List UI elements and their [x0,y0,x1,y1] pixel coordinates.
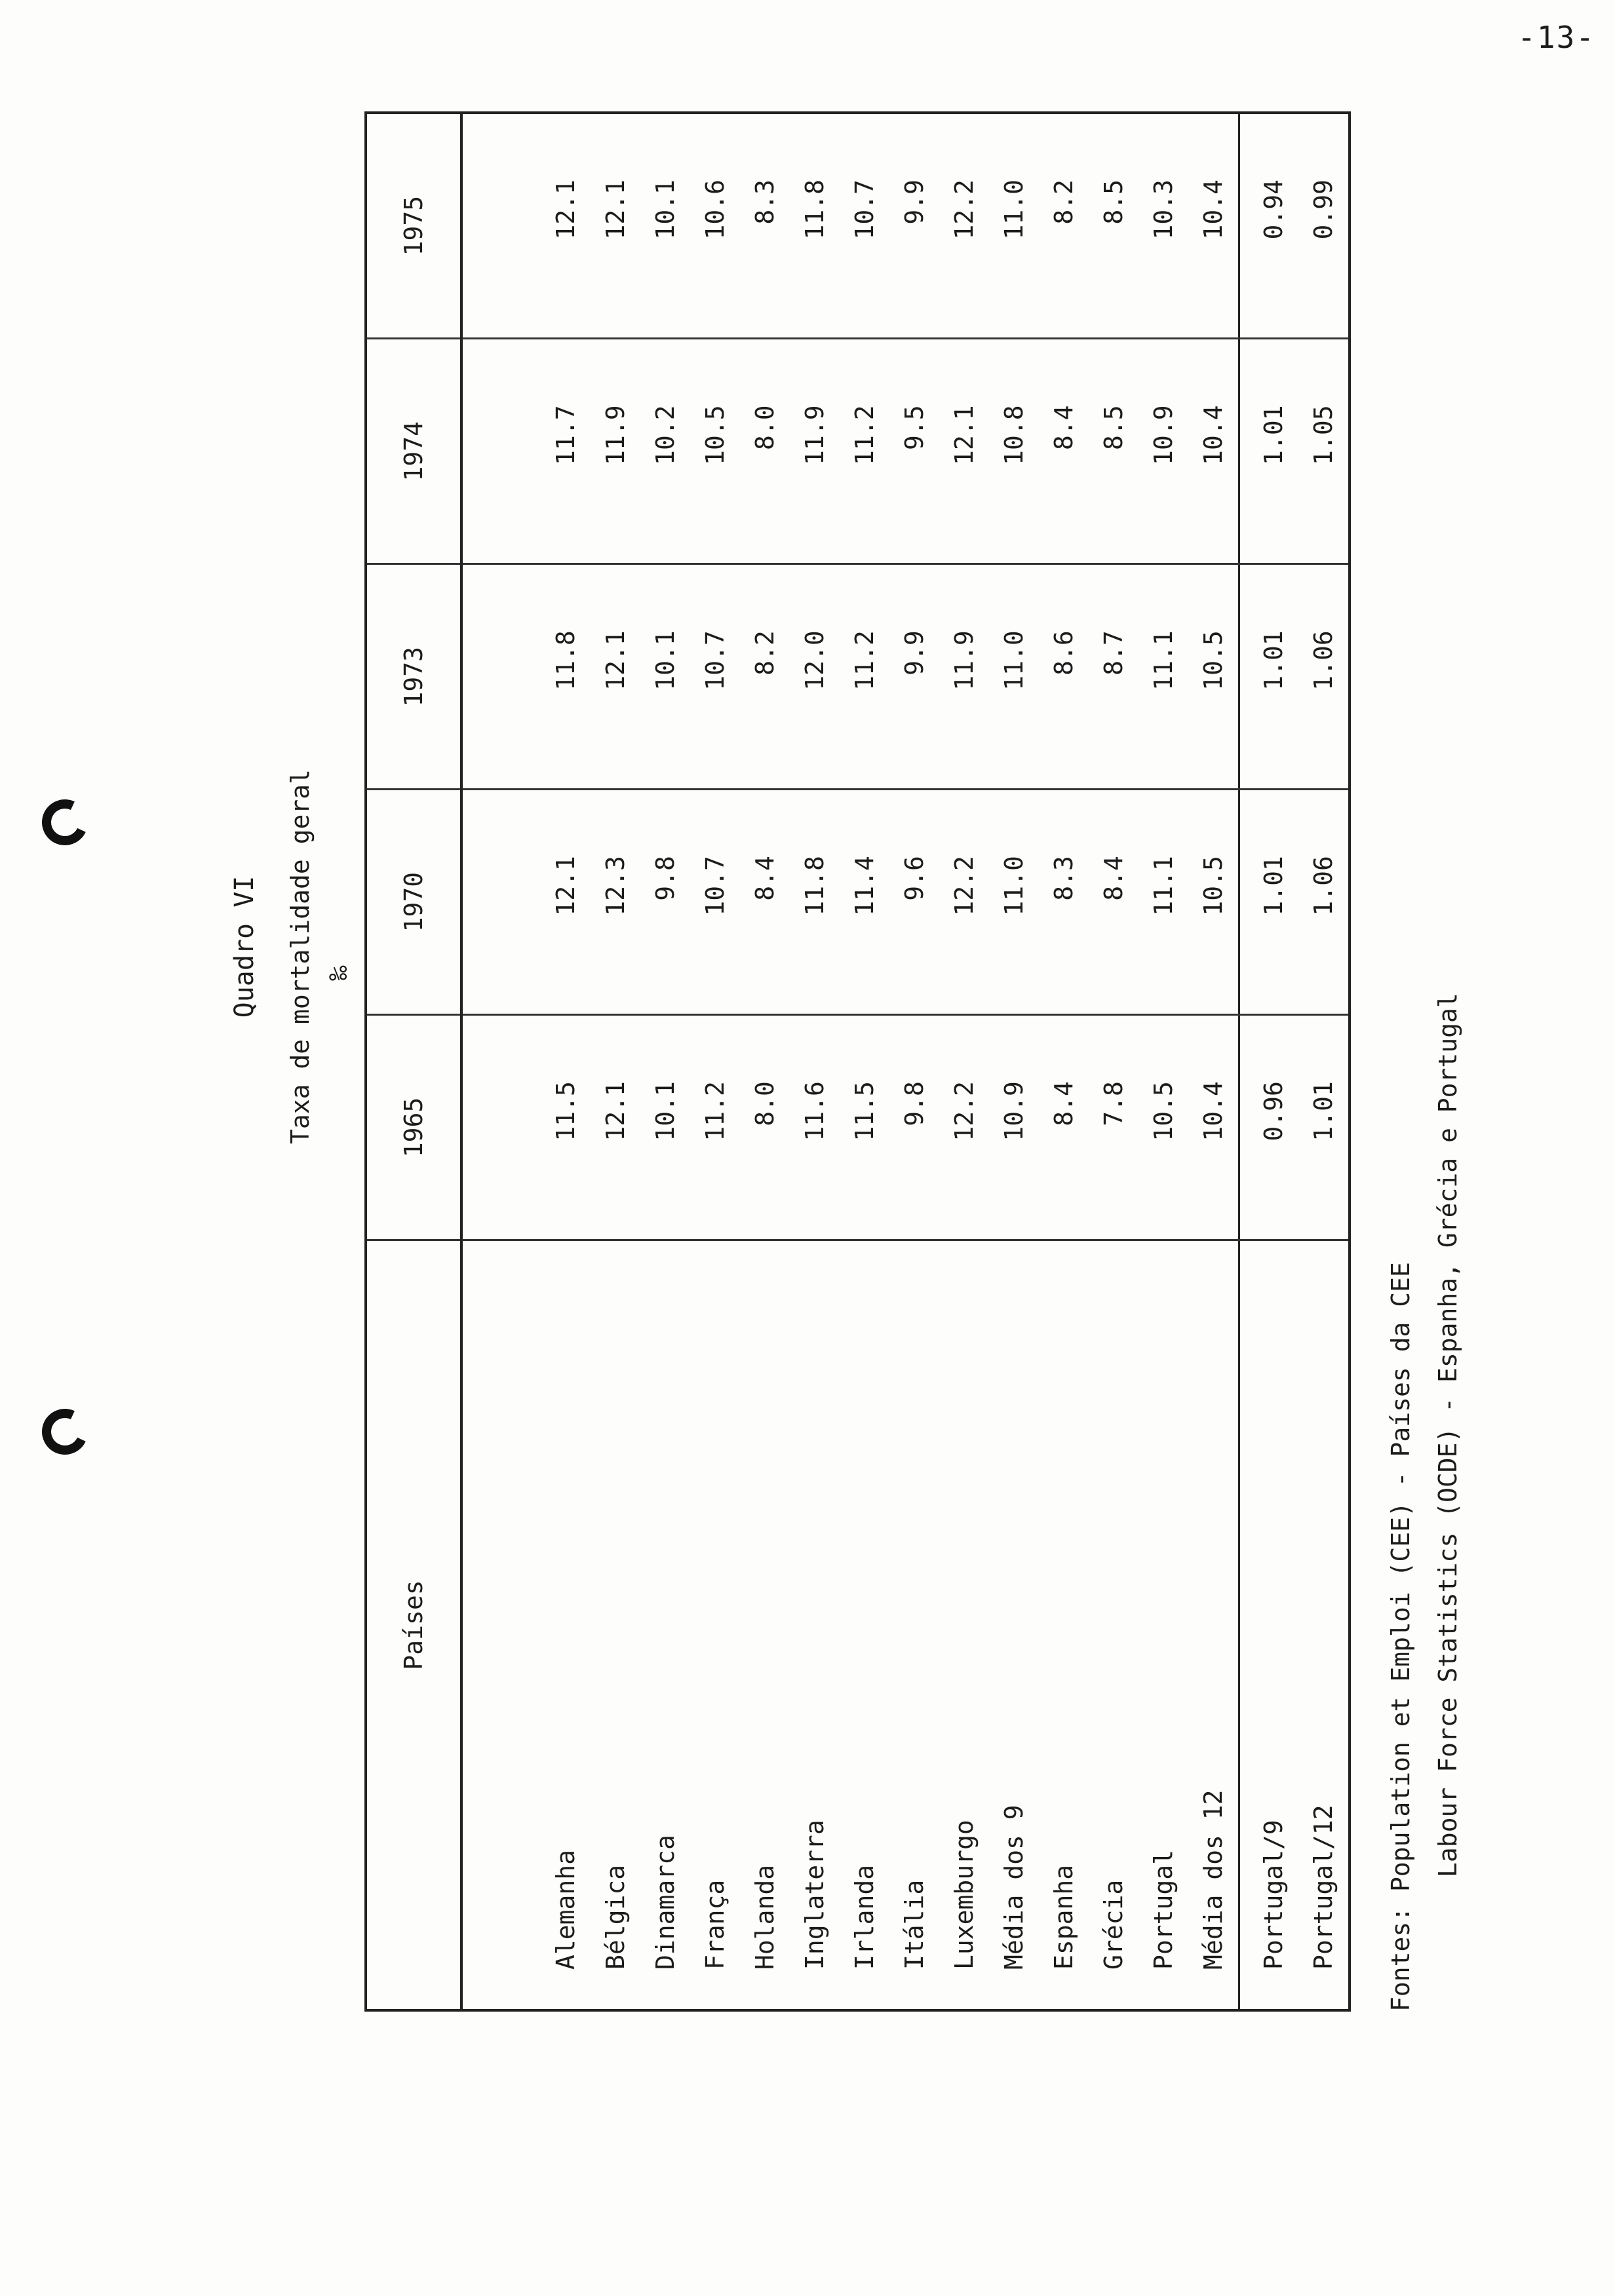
table-cell: 8.4 [1039,1015,1089,1240]
table-cell: 10.6 [690,113,740,339]
table-cell: 8.3 [740,113,790,339]
table-cell: 10.7 [690,564,740,790]
row-label: Grécia [1089,1240,1138,2011]
table-cell: 8.5 [1089,113,1138,339]
table-cell: 12.1 [461,113,591,339]
table-cell: 1.01 [1239,564,1299,790]
table-cell: 11.9 [939,564,989,790]
table-cell: 8.3 [1039,790,1089,1015]
table-cell: 9.8 [889,1015,939,1240]
table-cell: 0.99 [1298,113,1350,339]
table-row [740,113,790,2010]
table-cell: 12.3 [591,790,640,1015]
table-cell: 10.5 [1188,564,1239,790]
table-cell: 10.3 [1138,113,1188,339]
table-cell: 12.2 [939,113,989,339]
table-cell: 10.2 [640,339,690,564]
table-cell: 11.9 [790,339,840,564]
table-cell: 10.7 [840,113,889,339]
table-cell: 12.1 [591,113,640,339]
row-label: Holanda [740,1240,790,2011]
table-cell: 11.8 [461,564,591,790]
table-cell: 8.4 [740,790,790,1015]
table-cell: 10.4 [1188,1015,1239,1240]
table-row [690,113,740,2010]
table-row [939,113,989,2010]
row-label: França [690,1240,740,2011]
page-number: -13- [1517,20,1595,55]
table-cell: 11.2 [690,1015,740,1240]
table-cell: 12.0 [790,564,840,790]
table-cell: 8.2 [740,564,790,790]
source-line-ocde: Labour Force Statistics (OCDE) - Espanha, Grécia e Portugal [1433,993,1462,1877]
ratio-rows [1239,113,1350,2010]
table-cell: 9.9 [889,564,939,790]
table-row [1239,113,1299,2010]
row-label: Bélgica [591,1240,640,2011]
table-cell: 11.5 [840,1015,889,1240]
column-header-countries: Países [366,1240,461,2011]
row-label: Espanha [1039,1240,1089,2011]
table-cell: 7.8 [1089,1015,1138,1240]
table-cell: 10.4 [1188,113,1239,339]
table-row [1039,113,1089,2010]
table-cell: 10.7 [690,790,740,1015]
table-row [840,113,889,2010]
row-label: Média dos 12 [1188,1240,1239,2011]
rotated-page-content [229,72,1462,2057]
column-header-1975: 1975 [366,113,461,339]
table-cell: 10.8 [989,339,1039,564]
row-label: Portugal [1138,1240,1188,2011]
table-row [1138,113,1188,2010]
table-cell: 10.9 [1138,339,1188,564]
table-row [461,113,591,2010]
table-cell: 11.8 [790,113,840,339]
quadro-title: Quadro VI [229,875,260,1018]
table-cell: 11.0 [989,113,1039,339]
table-title: Taxa de mortalidade geral [286,769,315,1144]
table-row [1188,113,1239,2010]
table-cell: 1.06 [1298,790,1350,1015]
table-row [790,113,840,2010]
table-cell: 10.9 [989,1015,1039,1240]
table-cell: 11.1 [1138,564,1188,790]
table-cell: 10.5 [690,339,740,564]
table-cell: 8.2 [1039,113,1089,339]
table-cell: 11.9 [591,339,640,564]
column-header-1970: 1970 [366,790,461,1015]
row-label: Dinamarca [640,1240,690,2011]
table-row [640,113,690,2010]
table-cell: 12.1 [591,564,640,790]
table-cell: 9.9 [889,113,939,339]
table-cell: 12.1 [939,339,989,564]
table-cell: 11.8 [790,790,840,1015]
table-cell: 12.1 [591,1015,640,1240]
unit-label: ‰ [324,965,353,981]
table-cell: 9.6 [889,790,939,1015]
table-cell: 0.94 [1239,113,1299,339]
table-cell: 11.0 [989,564,1039,790]
punch-hole-mark [35,793,94,852]
table-cell: 11.5 [461,1015,591,1240]
table-cell: 10.1 [640,1015,690,1240]
table-cell: 11.0 [989,790,1039,1015]
table-cell: 10.5 [1188,790,1239,1015]
table-cell: 10.4 [1188,339,1239,564]
table-cell: 1.06 [1298,564,1350,790]
table-cell: 8.4 [1039,339,1089,564]
row-label: Itália [889,1240,939,2011]
table-cell: 10.1 [640,564,690,790]
table-cell: 8.4 [1089,790,1138,1015]
table-cell: 12.2 [939,1015,989,1240]
table-cell: 1.01 [1239,790,1299,1015]
table-cell: 1.01 [1239,339,1299,564]
mortality-table [364,111,1351,2012]
table-cell: 0.96 [1239,1015,1299,1240]
table-cell: 8.7 [1089,564,1138,790]
table-row [889,113,939,2010]
column-header-1965: 1965 [366,1015,461,1240]
row-label: Alemanha [461,1240,591,2011]
table-cell: 8.5 [1089,339,1138,564]
table-cell: 11.2 [840,339,889,564]
source-line-cee: Fontes: Population et Emploi (CEE) - Países da CEE [1386,1262,1415,2012]
column-header-1974: 1974 [366,339,461,564]
table-cell: 11.2 [840,564,889,790]
table-cell: 10.5 [1138,1015,1188,1240]
country-rows [461,113,1239,2010]
table-row [591,113,640,2010]
column-header-1973: 1973 [366,564,461,790]
table-cell: 8.0 [740,1015,790,1240]
table-cell: 9.5 [889,339,939,564]
row-label: Portugal/12 [1298,1240,1350,2011]
table-cell: 11.7 [461,339,591,564]
table-cell: 1.01 [1298,1015,1350,1240]
row-label: Inglaterra [790,1240,840,2011]
table-row [1298,113,1350,2010]
row-label: Média dos 9 [989,1240,1039,2011]
table-cell: 10.1 [640,113,690,339]
row-label: Portugal/9 [1239,1240,1299,2011]
sources [1377,72,1471,2012]
table-cell: 9.8 [640,790,690,1015]
punch-hole-mark [35,1402,94,1461]
row-label: Luxemburgo [939,1240,989,2011]
table-cell: 11.4 [840,790,889,1015]
row-label: Irlanda [840,1240,889,2011]
table-row [1089,113,1138,2010]
table-cell: 12.2 [939,790,989,1015]
table-cell: 1.05 [1298,339,1350,564]
table-row [989,113,1039,2010]
table-cell: 8.0 [740,339,790,564]
table-cell: 12.1 [461,790,591,1015]
table-cell: 11.1 [1138,790,1188,1015]
table-cell: 11.6 [790,1015,840,1240]
table-cell: 8.6 [1039,564,1089,790]
table-header-row [366,113,461,2010]
